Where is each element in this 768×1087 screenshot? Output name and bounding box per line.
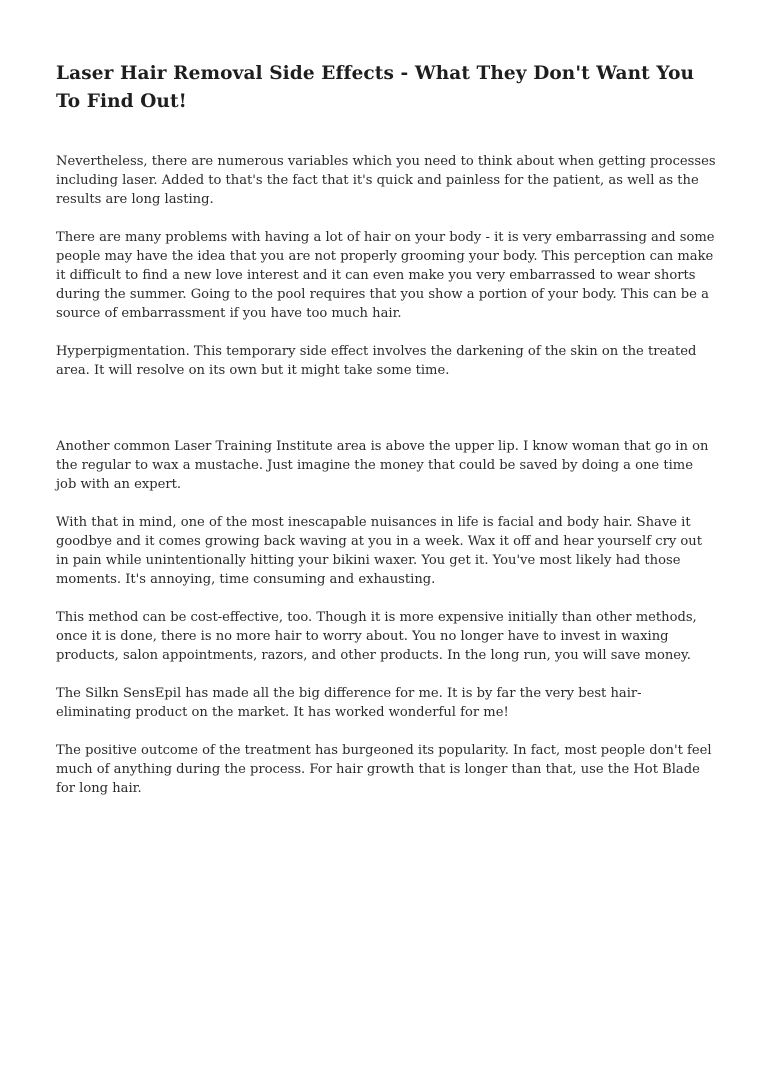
paragraph-7: The Silkn SensEpil has made all the big difference for me. It is by far the very best hair-eliminating product on the market. It has worked wonderful for me! (56, 686, 642, 720)
paragraph-2: There are many problems with having a lot of hair on your body - it is very embarrassing and some people may have the idea that you are not properly grooming your body. This perception can make it difficult to find a new love interest and it can even make you very embarrassed to wear shorts during the summer. Going to the pool requires that you show a portion of your body. This can be a source of embarrassment if you have too much hair. (56, 230, 715, 321)
paragraph-6: This method can be cost-effective, too. Though it is more expensive initially than other methods, once it is done, there is no more hair to worry about. You no longer have to invest in waxing products, salon appointments, razors, and other products. In the long run, you will save money. (56, 610, 697, 663)
document-page (56, 60, 716, 817)
paragraph-8: The positive outcome of the treatment has burgeoned its popularity. In fact, most people don't feel much of anything during the process. For hair growth that is longer than that, use the Hot Blade for long hair. (56, 743, 712, 796)
paragraph-4: Another common Laser Training Institute area is above the upper lip. I know woman that go in on the regular to wax a mustache. Just imagine the money that could be saved by doing a one time job with an expert. (56, 439, 709, 492)
document-title: Laser Hair Removal Side Effects - What They Don't Want You To Find Out! (56, 63, 695, 112)
paragraph-5: With that in mind, one of the most inescapable nuisances in life is facial and body hair. Shave it goodbye and it comes growing back waving at you in a week. Wax it off and hear yourself cry out in pain while unintentionally hitting your bikini waxer. You get it. You've most likely had those moments. It's annoying, time consuming and exhausting. (56, 515, 702, 587)
blank-spacer (56, 399, 716, 437)
paragraph-3: Hyperpigmentation. This temporary side effect involves the darkening of the skin on the treated area. It will resolve on its own but it might take some time. (56, 344, 697, 378)
paragraph-1: Nevertheless, there are numerous variables which you need to think about when getting processes including laser. Added to that's the fact that it's quick and painless for the patient, as well as the results are long lasting. (56, 154, 716, 207)
